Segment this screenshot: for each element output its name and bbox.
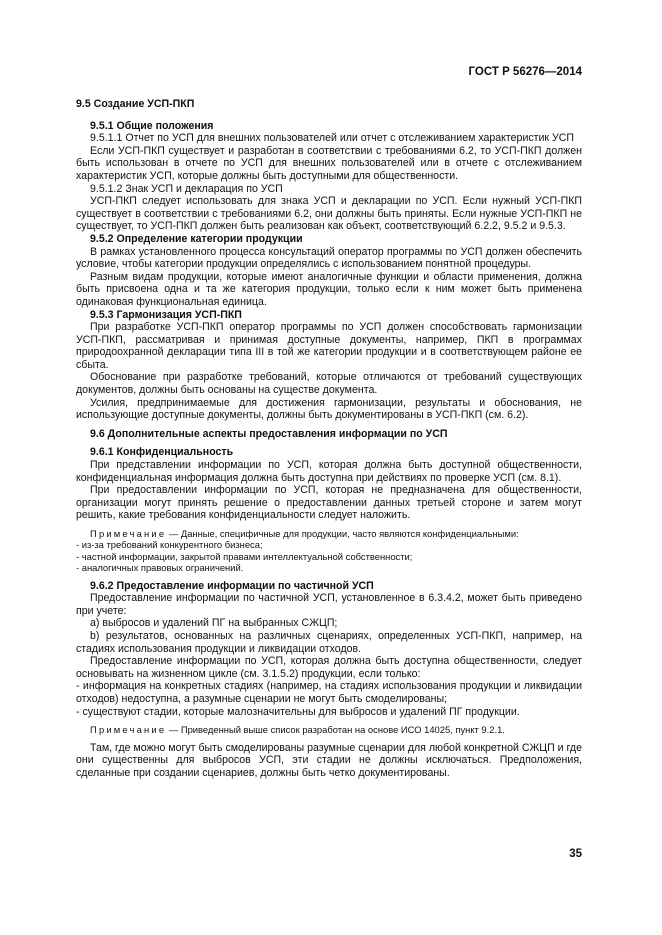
paragraph-9-6-1-a: При представлении информации по УСП, которая должна быть доступной общественности, конфиденциальная информация должна быть доступна при действиях по проверке УСП (см. 8.1). <box>76 459 582 484</box>
section-heading-9-6-1: 9.6.1 Конфиденциальность <box>90 446 234 459</box>
note-2 <box>76 724 582 735</box>
section-heading-9-5: 9.5 Создание УСП-ПКП <box>76 98 195 110</box>
paragraph-9-5-1-1-body: Если УСП-ПКП существует и разработан в соответствии с требованиями 6.2, то УСП-ПКП должен быть использован в отчете по УСП для внешних пользователей или в отчете с отслеживанием характеристик УСП, которые должны быть доступными для общественности. <box>76 144 582 182</box>
page-number: 35 <box>569 848 582 860</box>
list-item: b) результатов, основанных на различных сценариях, определенных УСП-ПКП, например, на стадиях использования продукции и ликвидации отходов. <box>76 630 582 655</box>
paragraph-9-6-2-c: Там, где можно могут быть смоделированы разумные сценарии для любой конкретной СЖЦП и где они существенны для выбросов УСП, эти стадии не должны исключаться. Предположения, сделанные при создании сценариев, должны быть четко документированы. <box>76 741 582 779</box>
note-2-text: — Приведенный выше список разработан на основе ИСО 14025, пункт 9.2.1. <box>166 724 505 736</box>
paragraph-9-5-3-b: Обоснование при разработке требований, которые отличаются от требований существующих документов, должны быть основаны на существе документа. <box>76 371 582 397</box>
paragraph-9-5-1-1: 9.5.1.1 Отчет по УСП для внешних пользователей или отчет с отслеживанием характеристик УСП <box>90 132 574 145</box>
paragraph-9-6-2-b: Предоставление информации по УСП, которая должна быть доступна общественности, следует основывать на жизненном цикле (см. 3.1.5.2) продукции, если только: <box>76 655 582 680</box>
note-1-item: - из-за требований конкурентного бизнеса; <box>76 539 263 551</box>
section-heading-9-5-2: 9.5.2 Определение категории продукции <box>90 232 303 245</box>
note-1-label: Примечание <box>90 528 167 539</box>
note-1-item: - аналогичных правовых ограничений. <box>76 562 244 574</box>
paragraph-9-6-2-a: Предоставление информации по частичной УСП, установленное в 6.3.4.2, может быть приведено при учете: <box>76 592 582 617</box>
section-heading-9-6: 9.6 Дополнительные аспекты предоставления информации по УСП <box>90 427 448 440</box>
paragraph-9-5-3-a: При разработке УСП-ПКП оператор программы по УСП должен способствовать гармонизации УСП-ПКП, рассматривая и принимая доступные документы, например, ПКП в программах природоохранной декларации типа III в той же категории продукции и в соответствующем районе ее сбыта. <box>76 321 582 371</box>
paragraph-9-5-2-a: В рамках установленного процесса консультаций оператор программы по УСП должен обеспечить условие, чтобы категории продукции определялись с использованием понятной процедуры. <box>76 245 582 271</box>
dash-list-item: - существуют стадии, которые малозначительны для выбросов и удалений ПГ продукции. <box>76 705 520 718</box>
paragraph-9-5-3-c: Усилия, предпринимаемые для достижения гармонизации, результаты и обоснования, не использующие доступные документы, должны быть документированы в УСП-ПКП (см. 6.2). <box>76 396 582 422</box>
section-heading-9-5-1: 9.5.1 Общие положения <box>90 119 214 132</box>
paragraph-9-5-1-2-body: УСП-ПКП следует использовать для знака УСП и декларации по УСП. Если нужный УСП-ПКП существует в соответствии с требованиями 6.2, они должны быть приняты. Если нужные УСП-ПКП не существует, то УСП-ПКП должен быть реализован как объект, соответствующий 6.2.2, 9.5.2 и 9.5.3. <box>76 195 582 233</box>
document-header: ГОСТ Р 56276—2014 <box>468 66 582 78</box>
dash-list-item: - информация на конкретных стадиях (например, на стадиях использования продукции и ликвидации отходов) недоступна, а разумные сценарии не могут быть смоделированы; <box>76 680 582 705</box>
note-1-text: — Данные, специфичные для продукции, часто являются конфиденциальными: <box>166 528 519 539</box>
paragraph-9-6-1-b: При предоставлении информации по УСП, которая не предназначена для общественности, организации могут принять решение о предоставлении данных третьей стороне и затем могут решить, какие требования конфиденциальности следует наложить. <box>76 484 582 522</box>
paragraph-9-5-2-b: Разным видам продукции, которые имеют аналогичные функции и области применения, должна быть присвоена одна и та же категория продукции, только если к ним может быть применена одинаковая функциональная единица. <box>76 270 582 308</box>
paragraph-9-5-1-2: 9.5.1.2 Знак УСП и декларация по УСП <box>90 182 283 195</box>
note-1 <box>76 528 582 539</box>
section-heading-9-6-2: 9.6.2 Предоставление информации по частичной УСП <box>90 579 374 592</box>
note-2-label: Примечание <box>90 724 167 736</box>
section-heading-9-5-3: 9.5.3 Гармонизация УСП-ПКП <box>90 308 242 321</box>
list-item: а) выбросов и удалений ПГ на выбранных СЖЦП; <box>90 617 338 630</box>
document-body <box>76 98 582 779</box>
note-1-item: - частной информации, закрытой правами интеллектуальной собственности; <box>76 550 413 562</box>
